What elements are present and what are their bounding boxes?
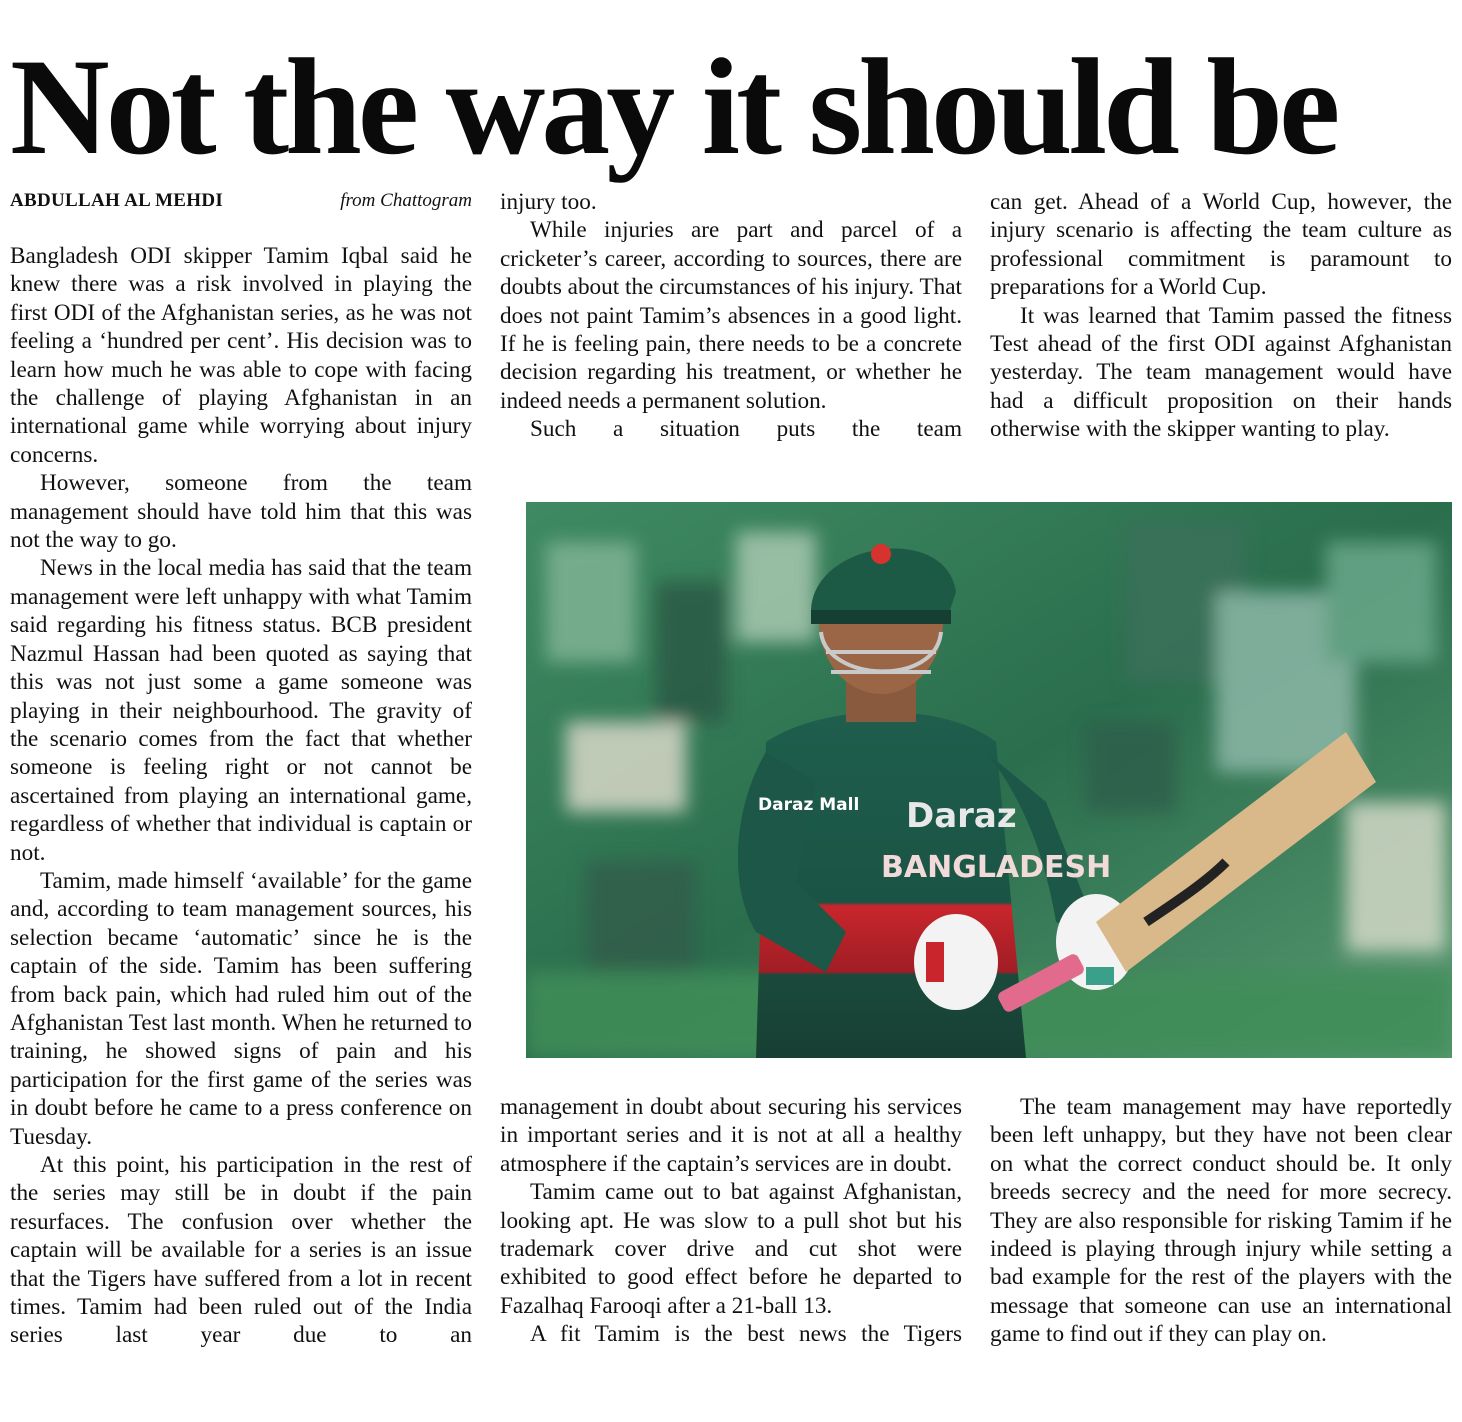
cricketer-photo [526,502,1452,1058]
paragraph: A fit Tamim is the best news the Tigers [530,1321,962,1348]
paragraph: Bangladesh ODI skipper Tamim Iqbal said he knew there was a risk involved in playing the first ODI of the Afghanistan series, as he was not feeling a ‘hundred per cent’. His decision was to learn how much he was able to cope with facing the challenge of playing Afghanistan in an international game while worrying about injury concerns. [10,243,472,468]
paragraph: Such a situation puts the team [530,416,962,443]
article-photo [526,502,1452,1058]
column-2-top [500,188,962,478]
jersey-country: BANGLADESH [881,850,1112,885]
paragraph: News in the local media has said that the team management were left unhappy with what Tamim said regarding his fitness status. BCB president Nazmul Hassan had been quoted as saying that this was not just some a game someone was playing in their neighbourhood. The gravity of the scenario comes from the fact that whether someone is feeling right or not cannot be ascertained from playing an international game, regardless of whether that individual is captain or not. [10,555,472,866]
byline [10,190,472,212]
paragraph: management in doubt about securing his services in important series and it is not at all a healthy atmosphere if the captain’s services are in doubt. [500,1094,962,1177]
headline: Not the way it should be [10,30,1337,183]
paragraph: injury too. [500,189,597,215]
paragraph: Tamim came out to bat against Afghanistan, looking apt. He was slow to a pull shot but his trademark cover drive and cut shot were exhibited to good effect before he departed to Fazalhaq Farooqi after a 21-ball 13. [500,1179,962,1319]
paragraph: However, someone from the team management should have told him that this was not the way to go. [10,470,472,554]
paragraph: At this point, his participation in the rest of the series may still be in doubt if the pain resurfaces. The confusion over whether the captain will be available for a series is an issue that the Tigers have suffered from a lot in recent times. Tamim had been ruled out of the India series last year due to an [10,1152,472,1349]
paragraph: can get. Ahead of a World Cup, however, the injury scenario is affecting the team culture as professional commitment is paramount to preparations for a World Cup. [990,189,1452,301]
jersey-sponsor: Daraz [906,796,1017,836]
paragraph: The team management may have reportedly been left unhappy, but they have not been clear on what the correct conduct should be. It only breeds secrecy and the need for more secrecy. They are also responsible for risking Tamim if he indeed is playing through injury while setting a bad example for the rest of the players with the message that someone can use an international game to find out if they can play on. [990,1094,1452,1348]
column-1 [10,242,472,1422]
column-2-bottom [500,1093,962,1422]
paragraph: While injuries are part and parcel of a cricketer’s career, according to sources, there are doubts about the circumstances of his injury. That does not paint Tamim’s absences in a good light. If he is feeling pain, there needs to be a concrete decision regarding his treatment, or whether he indeed needs a permanent solution. [500,217,962,414]
paragraph: It was learned that Tamim passed the fitness Test ahead of the first ODI against Afghanistan yesterday. The team management would have had a difficult proposition on their hands otherwise with the skipper wanting to play. [990,302,1452,443]
author-name: ABDULLAH AL MEHDI [10,190,224,211]
column-3-top [990,188,1452,478]
dateline: from Chattogram [340,190,472,211]
column-3-bottom [990,1093,1452,1422]
sleeve-text: Daraz Mall [758,795,860,815]
paragraph: Tamim, made himself ‘available’ for the game and, according to team management sources, his selection became ‘automatic’ since he is the captain of the side. Tamim has been suffering from back pain, which had ruled him out of the Afghanistan Test last month. When he returned to training, he showed signs of pain and his participation for the first game of the series was in doubt before he came to a press conference on Tuesday. [10,867,472,1150]
